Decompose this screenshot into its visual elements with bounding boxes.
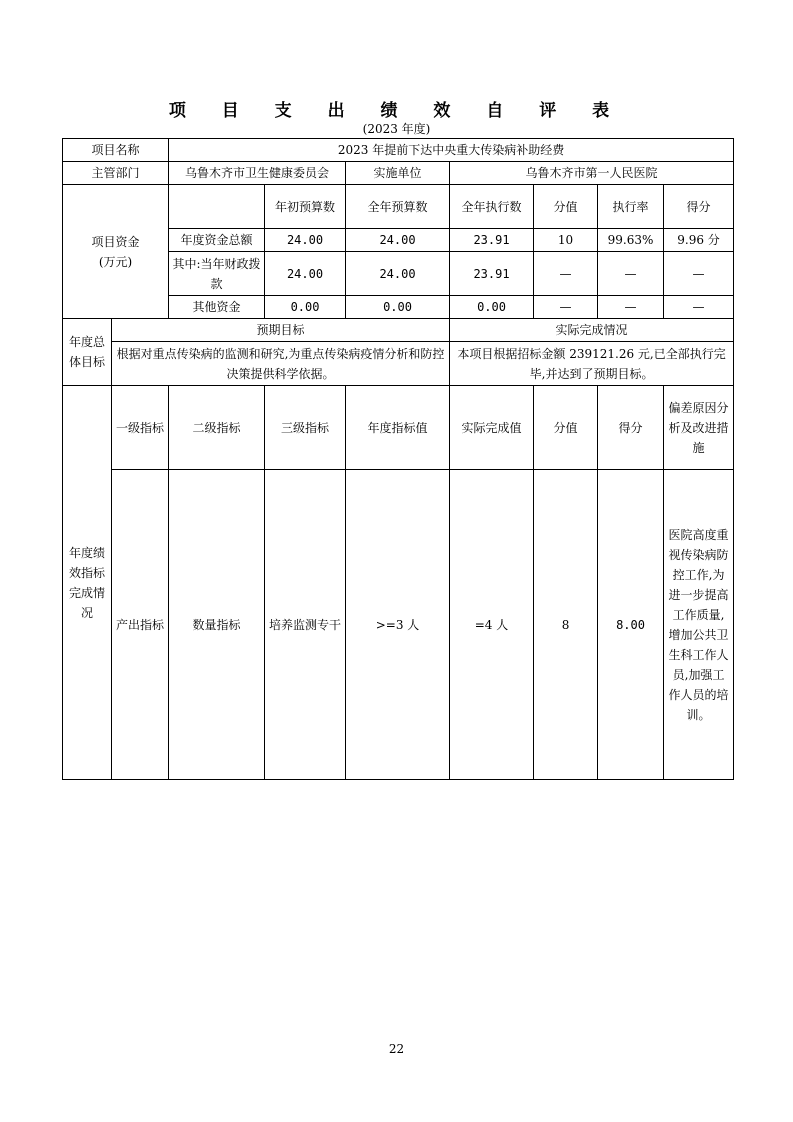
report-year: (2023 年度): [362, 122, 431, 136]
page-number: 22: [388, 1042, 405, 1056]
indicator-deviation: 医院高度重视传染病防控工作,为进一步提高工作质量,增加公共卫生科工作人员,加强工作人员的培训。: [664, 470, 734, 780]
department-value: 乌鲁木齐市卫生健康委员会: [169, 162, 346, 185]
indicator-header: 二级指标: [169, 386, 265, 470]
funds-cell: 24.00: [265, 252, 346, 296]
indicator-header: 一级指标: [112, 386, 169, 470]
funds-cell: 24.00: [346, 229, 450, 252]
funds-row-label: 其中:当年财政拨款: [169, 252, 265, 296]
funds-label: [63, 185, 169, 319]
funds-row-label: 年度资金总额: [169, 229, 265, 252]
funds-header-initial-budget: 年初预算数: [265, 185, 346, 229]
funds-cell: —: [534, 252, 598, 296]
goals-content-row: [63, 342, 734, 386]
funds-row-label: 其他资金: [169, 296, 265, 319]
funds-cell: 0.00: [265, 296, 346, 319]
annual-goals-label: 年度总体目标: [63, 319, 112, 386]
actual-completion-text: 本项目根据招标金额 239121.26 元,已全部执行完毕,并达到了预期目标。: [450, 342, 734, 386]
funds-header-score: 得分: [664, 185, 734, 229]
indicator-level3: 培养监测专干: [265, 470, 346, 780]
indicators-header-row: [63, 386, 734, 470]
funds-cell: 0.00: [450, 296, 534, 319]
expected-goal-text: 根据对重点传染病的监测和研究,为重点传染病疫情分析和防控决策提供科学依据。: [112, 342, 450, 386]
funds-cell: 9.96 分: [664, 229, 734, 252]
funds-cell: 24.00: [346, 252, 450, 296]
goals-header-row: [63, 319, 734, 342]
self-evaluation-table: [62, 138, 734, 780]
indicator-actual: =4 人: [450, 470, 534, 780]
indicator-header: 偏差原因分析及改进措施: [664, 386, 734, 470]
project-name-row: [63, 139, 734, 162]
funds-cell: —: [664, 296, 734, 319]
funds-cell: 24.00: [265, 229, 346, 252]
indicator-header: 年度指标值: [346, 386, 450, 470]
project-name-value: 2023 年提前下达中央重大传染病补助经费: [169, 139, 734, 162]
funds-cell: 99.63%: [598, 229, 664, 252]
funds-header-execution-rate: 执行率: [598, 185, 664, 229]
funds-header-executed: 全年执行数: [450, 185, 534, 229]
indicator-header: 得分: [598, 386, 664, 470]
funds-cell: 23.91: [450, 229, 534, 252]
department-label: 主管部门: [63, 162, 169, 185]
indicator-level1: 产出指标: [112, 470, 169, 780]
funds-label-line2: (万元): [98, 254, 133, 269]
project-name-label: 项目名称: [63, 139, 169, 162]
performance-label: 年度绩效指标完成情况: [63, 386, 112, 780]
indicator-row: [63, 470, 734, 780]
implementing-unit-value: 乌鲁木齐市第一人民医院: [450, 162, 734, 185]
indicator-header: 实际完成值: [450, 386, 534, 470]
indicator-score: 8.00: [598, 470, 664, 780]
funds-cell: —: [598, 296, 664, 319]
funds-cell: 0.00: [346, 296, 450, 319]
expected-goal-label: 预期目标: [112, 319, 450, 342]
funds-cell: 10: [534, 229, 598, 252]
indicator-target: >=3 人: [346, 470, 450, 780]
funds-header-row: [63, 185, 734, 229]
indicator-header: 分值: [534, 386, 598, 470]
indicator-header: 三级指标: [265, 386, 346, 470]
implementing-unit-label: 实施单位: [346, 162, 450, 185]
funds-label-line1: 项目资金: [91, 234, 140, 249]
funds-cell: —: [664, 252, 734, 296]
indicator-weight: 8: [534, 470, 598, 780]
actual-completion-label: 实际完成情况: [450, 319, 734, 342]
funds-cell: —: [598, 252, 664, 296]
funds-cell: 23.91: [450, 252, 534, 296]
funds-header-weight: 分值: [534, 185, 598, 229]
funds-cell: —: [534, 296, 598, 319]
department-row: [63, 162, 734, 185]
indicator-level2: 数量指标: [169, 470, 265, 780]
funds-header-blank: [169, 185, 265, 229]
page-title: 项 目 支 出 绩 效 自 评 表: [168, 101, 625, 121]
funds-header-annual-budget: 全年预算数: [346, 185, 450, 229]
